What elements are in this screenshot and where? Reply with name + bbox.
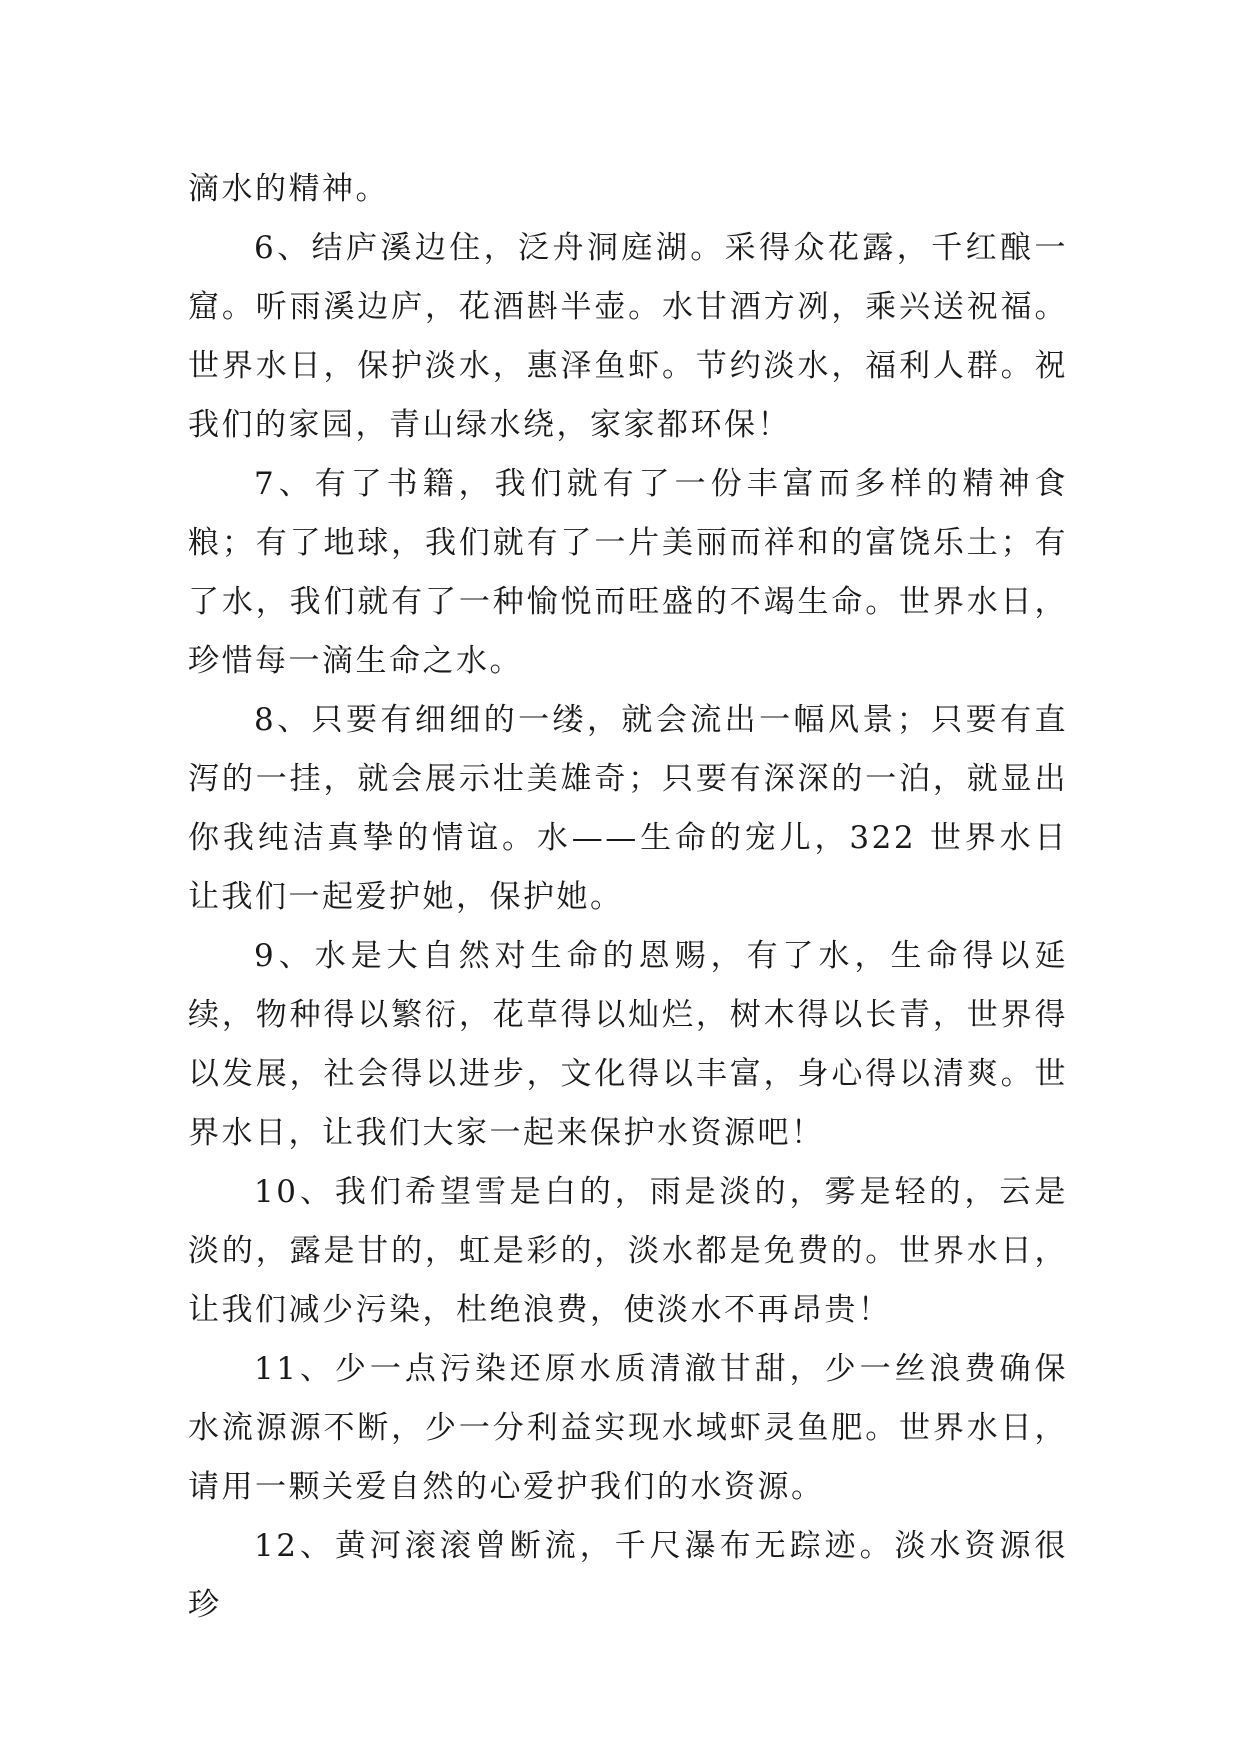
paragraph-item-8: 8、只要有细细的一缕，就会流出一幅风景；只要有直泻的一挂，就会展示壮美雄奇；只要有深深的一泊，就显出你我纯洁真挚的情谊。水——生命的宠儿，322 世界水日让我们一起爱护她，保护她。 [188, 702, 1068, 915]
paragraph-item-9: 9、水是大自然对生命的恩赐，有了水，生命得以延续，物种得以繁衍，花草得以灿烂，树木得以长青，世界得以发展，社会得以进步，文化得以丰富，身心得以清爽。世界水日，让我们大家一起来保护水资源吧！ [188, 938, 1068, 1151]
paragraph-item-12: 12、黄河滚滚曾断流，千尺瀑布无踪迹。淡水资源很珍 [188, 1528, 1068, 1623]
paragraph-item-10: 10、我们希望雪是白的，雨是淡的，雾是轻的，云是淡的，露是甘的，虹是彩的，淡水都是免费的。世界水日，让我们减少污染，杜绝浪费，使淡水不再昂贵！ [188, 1174, 1068, 1328]
paragraph-item-7: 7、有了书籍，我们就有了一份丰富而多样的精神食粮；有了地球，我们就有了一片美丽而祥和的富饶乐土；有了水，我们就有了一种愉悦而旺盛的不竭生命。世界水日，珍惜每一滴生命之水。 [188, 466, 1068, 679]
paragraph-item-11: 11、少一点污染还原水质清澈甘甜，少一丝浪费确保水流源源不断，少一分利益实现水域虾灵鱼肥。世界水日，请用一颗关爱自然的心爱护我们的水资源。 [188, 1351, 1068, 1505]
paragraph-continuation: 滴水的精神。 [188, 171, 389, 207]
paragraph-item-6: 6、结庐溪边住，泛舟洞庭湖。采得众花露，千红酿一窟。听雨溪边庐，花酒斟半壶。水甘酒方冽，乘兴送祝福。世界水日，保护淡水，惠泽鱼虾。节约淡水，福利人群。祝我们的家园，青山绿水绕，家家都环保！ [188, 230, 1068, 443]
document-body [188, 160, 1068, 1635]
